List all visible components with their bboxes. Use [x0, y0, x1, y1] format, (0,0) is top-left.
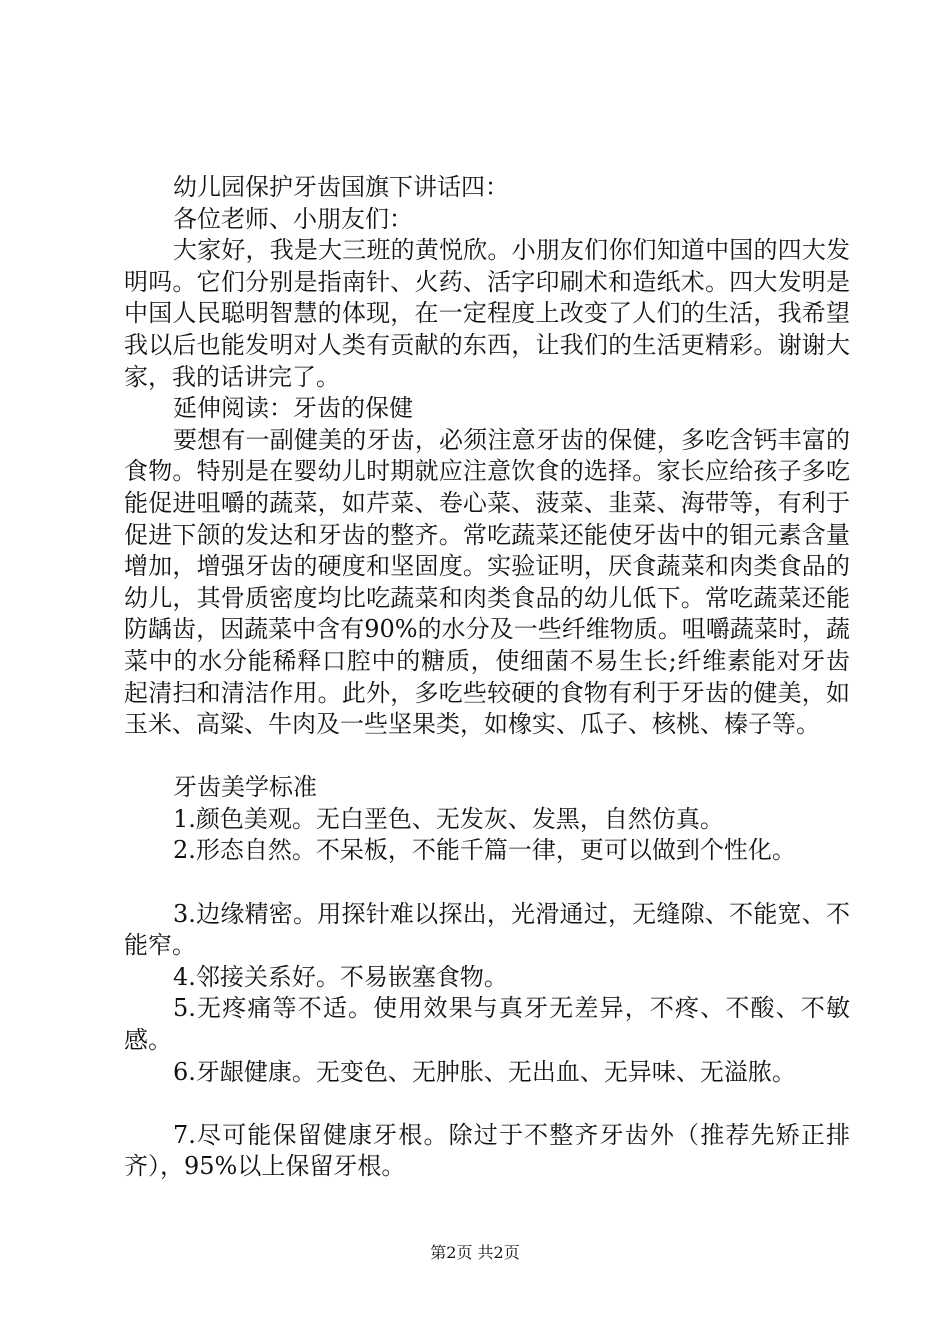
standard-item-6: 6.牙龈健康。无变色、无肿胀、无出血、无异味、无溢脓。 — [173, 1057, 796, 1086]
standard-item-1: 1.颜色美观。无白垩色、无发灰、发黑，自然仿真。 — [173, 804, 724, 833]
standard-item-7: 7.尽可能保留健康牙根。除过于不整齐牙齿外（推荐先矫正排齐），95%以上保留牙根。 — [124, 1120, 850, 1181]
paragraph-spacer — [124, 867, 850, 899]
speech-paragraph: 大家好，我是大三班的黄悦欣。小朋友们你们知道中国的四大发明吗。它们分别是指南针、火药、活字印刷术和造纸术。四大发明是中国人民聪明智慧的体现，在一定程度上改变了人们的生活，我希望我以后也能发明对人类有贡献的东西，让我们的生活更精彩。谢谢大家，我的话讲完了。 — [124, 236, 850, 391]
document-body — [124, 172, 850, 1183]
paragraph-spacer — [124, 1088, 850, 1120]
paragraph-spacer — [124, 741, 850, 773]
standard-item-3: 3.边缘精密。用探针难以探出，光滑通过，无缝隙、不能宽、不能窄。 — [124, 899, 850, 960]
standards-heading: 牙齿美学标准 — [173, 773, 317, 802]
page-number-footer: 第2页 共2页 — [430, 1243, 520, 1262]
standard-item-2: 2.形态自然。不呆板，不能千篇一律，更可以做到个性化。 — [173, 836, 796, 865]
speech-greeting: 各位老师、小朋友们： — [173, 204, 413, 233]
speech-title: 幼儿园保护牙齿国旗下讲话四： — [173, 173, 509, 201]
reading-paragraph: 要想有一副健美的牙齿，必须注意牙齿的保健，多吃含钙丰富的食物。特别是在婴幼儿时期就应注意饮食的选择。家长应给孩子多吃能促进咀嚼的蔬菜，如芹菜、卷心菜、菠菜、韭菜、海带等，有利于促进下颌的发达和牙齿的整齐。常吃蔬菜还能使牙齿中的钼元素含量增加，增强牙齿的硬度和坚固度。实验证明，厌食蔬菜和肉类食品的幼儿，其骨质密度均比吃蔬菜和肉类食品的幼儿低下。常吃蔬菜还能防龋齿，因蔬菜中含有90%的水分及一些纤维物质。咀嚼蔬菜时，蔬菜中的水分能稀释口腔中的糖质，使细菌不易生长;纤维素能对牙齿起清扫和清洁作用。此外，多吃些较硬的食物有利于牙齿的健美，如玉米、高粱、牛肉及一些坚果类，如橡实、瓜子、核桃、榛子等。 — [124, 425, 850, 739]
reading-heading: 延伸阅读：牙齿的保健 — [173, 394, 413, 423]
standard-item-4: 4.邻接关系好。不易嵌塞食物。 — [173, 962, 508, 991]
standard-item-5: 5.无疼痛等不适。使用效果与真牙无差异，不疼、不酸、不敏感。 — [124, 994, 850, 1055]
